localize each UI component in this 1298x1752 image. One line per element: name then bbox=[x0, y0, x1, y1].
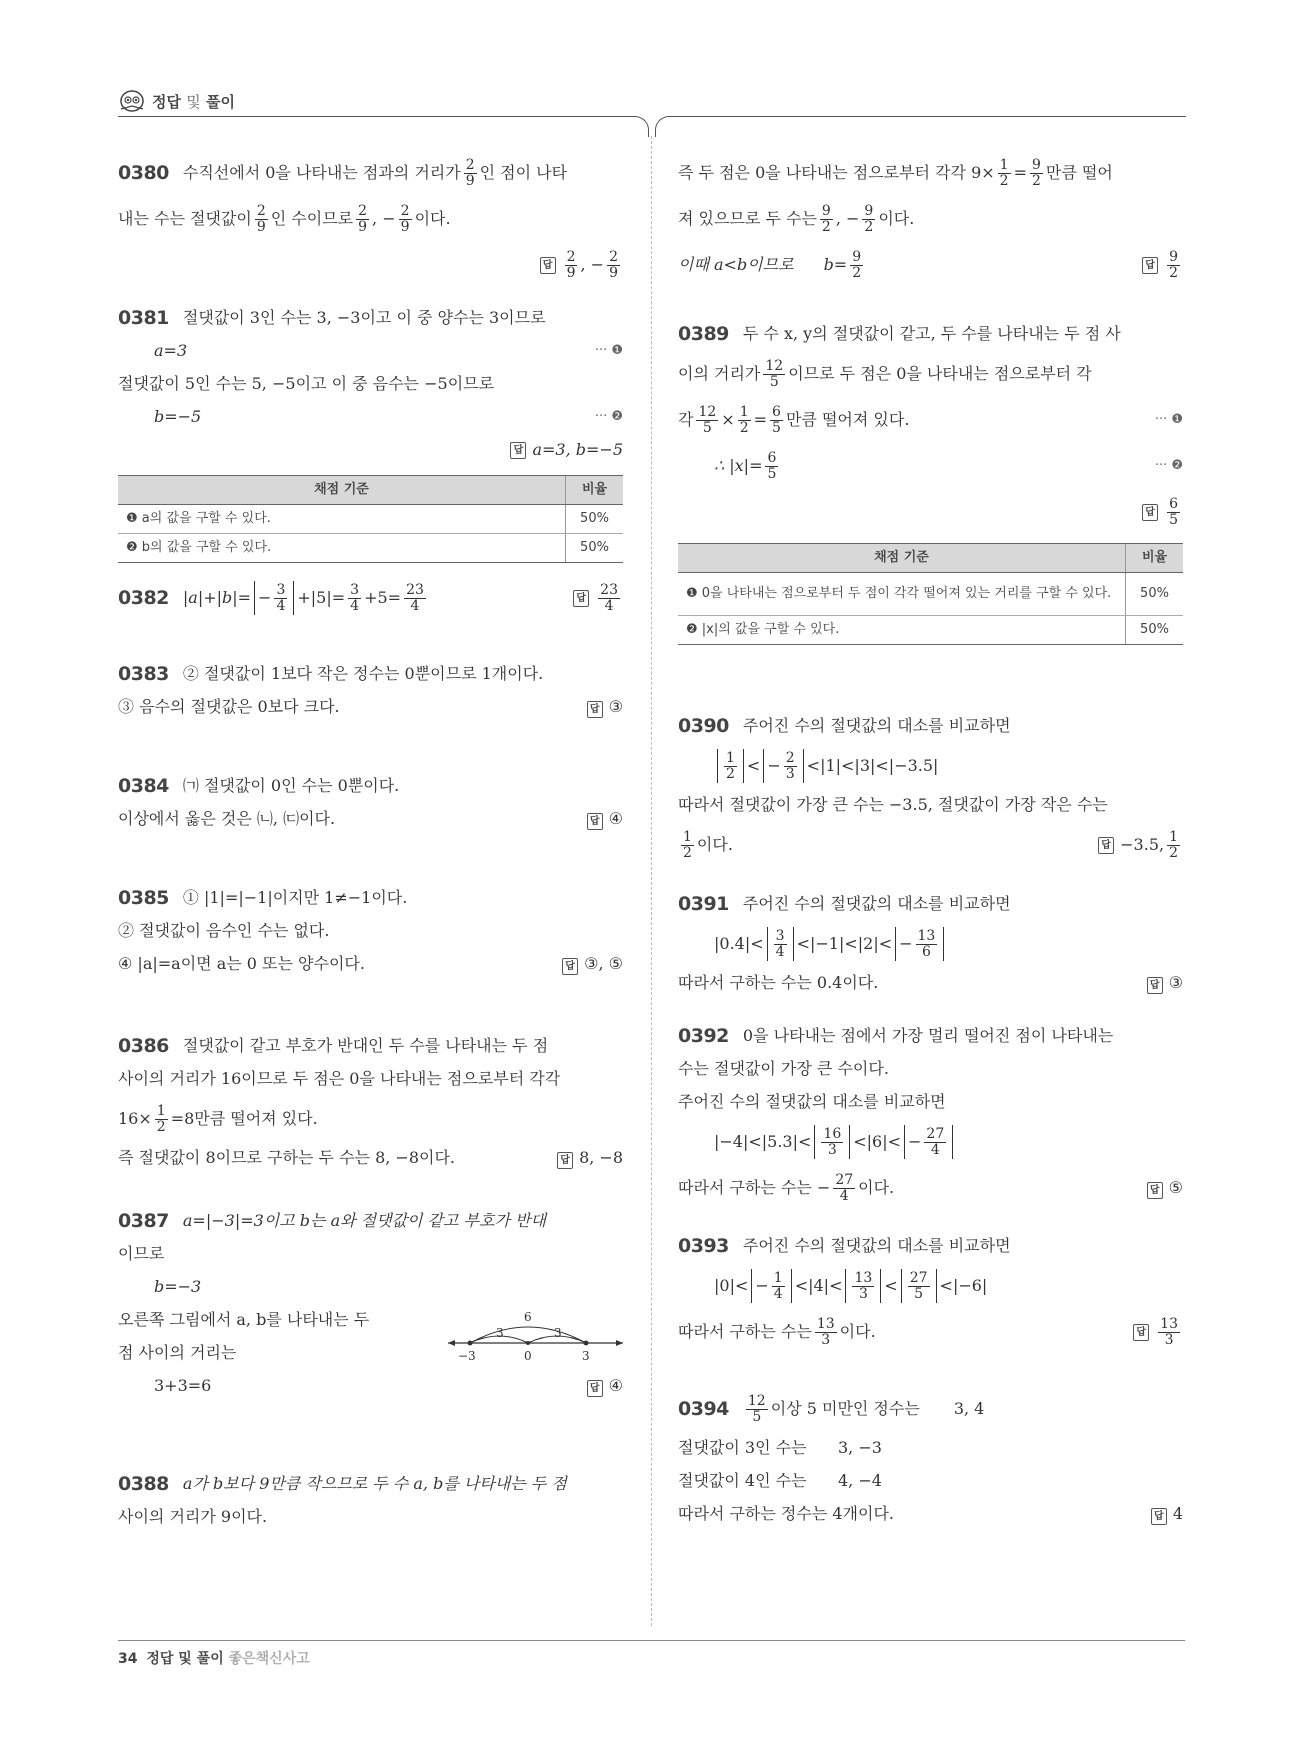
table-cell: ❶ 0을 나타내는 점으로부터 두 점이 각각 떨어져 있는 거리를 구할 수 있다. bbox=[678, 573, 1126, 616]
text: 각 bbox=[678, 409, 694, 429]
answer-badge-icon: 답 bbox=[1147, 977, 1163, 994]
watermark: 좋은책신사고 bbox=[228, 1651, 310, 1667]
answer bbox=[587, 697, 623, 718]
answer-badge-icon: 답 bbox=[1098, 837, 1114, 854]
problem-number: 0387 bbox=[118, 1210, 169, 1233]
answer-text: ③ bbox=[1168, 973, 1183, 992]
text: 따라서 구하는 수는 bbox=[678, 1321, 812, 1341]
text: − bbox=[908, 1131, 922, 1151]
text: +5= bbox=[364, 587, 402, 607]
problem-0381 bbox=[118, 302, 623, 563]
problem-0385 bbox=[118, 882, 623, 981]
text: 만큼 떨어져 있다. bbox=[785, 409, 910, 429]
text: a=|−3|=3이고 b는 a와 절댓값이 같고 부호가 반대 bbox=[182, 1211, 546, 1231]
text: 절댓값이 같고 부호가 반대인 두 수를 나타내는 두 점 bbox=[182, 1036, 549, 1056]
text: 즉 두 점은 0을 나타내는 점으로부터 각각 9× bbox=[678, 162, 995, 182]
problem-number: 0386 bbox=[118, 1035, 169, 1058]
table-cell: ❷ |x|의 값을 구할 수 있다. bbox=[678, 616, 1126, 645]
text: 주어진 수의 절댓값의 대소를 비교하면 bbox=[742, 894, 1011, 914]
absolute-value bbox=[254, 581, 294, 615]
problem-0384 bbox=[118, 770, 623, 836]
text: − bbox=[590, 254, 605, 274]
text: 이다. bbox=[414, 208, 451, 228]
answer bbox=[1151, 1504, 1183, 1525]
text: − bbox=[258, 587, 272, 607]
answer-badge-icon: 답 bbox=[510, 442, 526, 459]
text: < bbox=[746, 755, 761, 775]
fraction: $\frac{2}{9}$ bbox=[609, 248, 618, 281]
absolute-value bbox=[904, 1125, 953, 1159]
problem-0386 bbox=[118, 1030, 623, 1175]
tick-3: 3 bbox=[582, 1349, 590, 1363]
answer-text: ③, ⑤ bbox=[584, 954, 623, 973]
text: b=−5 bbox=[154, 407, 202, 427]
text: − bbox=[899, 933, 913, 953]
fraction: $\frac{2}{3}$ bbox=[785, 749, 795, 782]
problem-number: 0382 bbox=[118, 586, 169, 609]
right-column-frame bbox=[655, 116, 1186, 137]
table-header: 비율 bbox=[566, 476, 624, 505]
text: <|1|<|3|<|−3.5| bbox=[806, 755, 939, 775]
answer bbox=[1142, 250, 1183, 280]
answer bbox=[1133, 1317, 1183, 1347]
answer-badge-icon: 답 bbox=[562, 958, 578, 975]
problem-0387 bbox=[118, 1205, 623, 1403]
header-title: 정답 및 풀이 bbox=[152, 92, 235, 111]
fraction: $\frac{1}{2}$ bbox=[156, 1102, 166, 1135]
table-header: 채점 기준 bbox=[118, 476, 566, 505]
text: 따라서 구하는 정수는 4개이다. bbox=[678, 1504, 894, 1524]
table-cell: 50% bbox=[566, 505, 624, 534]
text: <|6|< bbox=[853, 1131, 902, 1151]
fraction: $\frac{13}{6}$ bbox=[917, 927, 936, 960]
fraction: $\frac{27}{5}$ bbox=[909, 1269, 928, 1302]
fraction: $\frac{6}{5}$ bbox=[772, 403, 781, 436]
fraction: $\frac{13}{3}$ bbox=[854, 1269, 873, 1302]
text: 이다. bbox=[839, 1321, 876, 1341]
answer bbox=[118, 242, 623, 288]
text: 수직선에서 0을 나타내는 점과의 거리가 bbox=[182, 162, 461, 182]
problem-0389 bbox=[678, 318, 1183, 645]
text: a가 b보다 9만큼 작으므로 두 수 a, b를 나타내는 두 점 bbox=[182, 1474, 567, 1494]
text: <|−6| bbox=[939, 1275, 988, 1295]
text: |−4|<|5.3|< bbox=[714, 1131, 812, 1151]
absolute-value bbox=[763, 749, 803, 783]
fraction: $\frac{27}{4}$ bbox=[835, 1171, 854, 1204]
text: a=3 bbox=[154, 341, 188, 361]
absolute-value bbox=[717, 749, 744, 783]
problem-number: 0380 bbox=[118, 161, 169, 184]
fraction: $\frac{12}{5}$ bbox=[747, 1392, 766, 1425]
text: 만큼 떨어 bbox=[1045, 162, 1113, 182]
text: − bbox=[755, 1275, 769, 1295]
answer-text: ③ bbox=[608, 697, 623, 716]
text: 이상 5 미만인 정수는 bbox=[770, 1398, 920, 1418]
owl-mascot-icon bbox=[118, 89, 146, 113]
problem-number: 0392 bbox=[678, 1025, 729, 1048]
answer bbox=[562, 954, 623, 975]
column-divider bbox=[651, 136, 652, 1626]
text: 이다. bbox=[878, 208, 915, 228]
grading-table bbox=[678, 543, 1183, 645]
fraction: $\frac{6}{5}$ bbox=[1169, 495, 1178, 528]
answer bbox=[1147, 973, 1183, 994]
text: 따라서 구하는 수는 0.4이다. bbox=[678, 973, 879, 993]
fraction: $\frac{6}{5}$ bbox=[767, 449, 777, 482]
label-top: 6 bbox=[524, 1310, 532, 1324]
text: 따라서 구하는 수는 − bbox=[678, 1177, 831, 1197]
fraction: $\frac{9}{2}$ bbox=[821, 202, 831, 235]
text: ㈀ 절댓값이 0인 수는 0뿐이다. bbox=[182, 776, 400, 796]
problem-0394 bbox=[678, 1386, 1183, 1531]
fraction: $\frac{3}{4}$ bbox=[276, 581, 286, 614]
text: 이때 a<b이므로 bbox=[678, 254, 794, 274]
text: 절댓값이 3인 수는 bbox=[678, 1438, 807, 1458]
fraction: $\frac{1}{2}$ bbox=[739, 403, 749, 436]
fraction: $\frac{23}{4}$ bbox=[406, 581, 424, 614]
text: 3+3=6 bbox=[154, 1376, 212, 1396]
text: 수는 절댓값이 가장 큰 수이다. bbox=[678, 1059, 889, 1079]
tick-neg3: −3 bbox=[458, 1349, 476, 1363]
step-marker: ··· ❷ bbox=[1154, 457, 1183, 473]
fraction: $\frac{13}{3}$ bbox=[816, 1315, 835, 1348]
text: 즉 절댓값이 8이므로 구하는 두 수는 8, −8이다. bbox=[118, 1148, 456, 1168]
text: ② 절댓값이 1보다 작은 정수는 0뿐이므로 1개이다. bbox=[182, 664, 544, 684]
text: 주어진 수의 절댓값의 대소를 비교하면 bbox=[742, 1236, 1011, 1256]
problem-0393 bbox=[678, 1230, 1183, 1355]
problem-number: 0390 bbox=[678, 715, 729, 738]
fraction: $\frac{2}{9}$ bbox=[465, 156, 475, 189]
text: =8만큼 떨어져 있다. bbox=[170, 1108, 318, 1128]
text: 져 있으므로 두 수는 bbox=[678, 208, 817, 228]
answer-badge-icon: 답 bbox=[587, 1380, 603, 1397]
page-number: 34 bbox=[118, 1651, 138, 1667]
fraction: $\frac{2}{9}$ bbox=[358, 202, 368, 235]
text: 3, −3 bbox=[838, 1438, 882, 1458]
text: = bbox=[753, 409, 768, 429]
text: 절댓값이 4인 수는 bbox=[678, 1471, 807, 1491]
answer bbox=[573, 583, 623, 613]
fraction: $\frac{9}{2}$ bbox=[852, 248, 862, 281]
text: 절댓값이 3인 수는 3, −3이고 이 중 양수는 3이므로 bbox=[182, 308, 546, 328]
problem-number: 0394 bbox=[678, 1397, 729, 1420]
step-marker: ··· ❷ bbox=[594, 409, 623, 425]
fraction: $\frac{27}{4}$ bbox=[926, 1125, 945, 1158]
step-marker: ··· ❶ bbox=[594, 343, 623, 359]
table-cell: ❶ a의 값을 구할 수 있다. bbox=[118, 505, 566, 534]
answer-badge-icon: 답 bbox=[1151, 1508, 1167, 1525]
answer bbox=[587, 1376, 623, 1397]
answer-text: ④ bbox=[608, 1376, 623, 1395]
text: 오른쪽 그림에서 a, b를 나타내는 두 bbox=[118, 1310, 370, 1330]
problem-number: 0388 bbox=[118, 1473, 169, 1496]
text: 이므로 두 점은 0을 나타내는 점으로부터 각 bbox=[788, 363, 1092, 383]
page-header bbox=[118, 86, 235, 116]
fraction: $\frac{1}{2}$ bbox=[999, 156, 1009, 189]
step-marker: ··· ❶ bbox=[1154, 411, 1183, 427]
problem-0391 bbox=[678, 888, 1183, 1000]
answer bbox=[587, 809, 623, 830]
problem-0392 bbox=[678, 1020, 1183, 1211]
fraction: $\frac{12}{5}$ bbox=[698, 403, 717, 436]
axis-arrow-left bbox=[448, 1340, 455, 1346]
text: 따라서 절댓값이 가장 큰 수는 −3.5, 절댓값이 가장 작은 수는 bbox=[678, 795, 1108, 815]
text: 이므로 bbox=[118, 1244, 165, 1264]
grading-table bbox=[118, 475, 623, 563]
text: 16× bbox=[118, 1108, 152, 1128]
problem-0388 bbox=[118, 1468, 623, 1534]
text: ④ |a|=a이면 a는 0 또는 양수이다. bbox=[118, 954, 365, 974]
answer bbox=[557, 1148, 623, 1169]
text: 이다. bbox=[858, 1177, 895, 1197]
answer-badge-icon: 답 bbox=[1133, 1324, 1149, 1341]
text: 사이의 거리가 9이다. bbox=[118, 1507, 268, 1527]
text: − bbox=[846, 208, 860, 228]
number-line-figure bbox=[448, 1307, 623, 1365]
fraction: $\frac{2}{9}$ bbox=[400, 202, 410, 235]
answer bbox=[678, 489, 1183, 535]
fraction: $\frac{1}{4}$ bbox=[773, 1269, 783, 1302]
text: +|5|= bbox=[297, 587, 346, 607]
absolute-value bbox=[814, 1125, 850, 1159]
tick-0: 0 bbox=[524, 1349, 532, 1363]
label-right-arc: 3 bbox=[554, 1326, 562, 1340]
absolute-value bbox=[767, 927, 794, 961]
problem-0388-continued bbox=[678, 150, 1183, 288]
answer-badge-icon: 답 bbox=[587, 813, 603, 830]
text: , bbox=[372, 208, 378, 228]
text: |0|< bbox=[714, 1275, 749, 1295]
problem-number: 0385 bbox=[118, 887, 169, 910]
answer-text: a=3, b=−5 bbox=[532, 440, 623, 460]
text: − bbox=[767, 755, 781, 775]
problem-number: 0384 bbox=[118, 775, 169, 798]
text: − bbox=[382, 208, 396, 228]
text: |a|+|b|= bbox=[182, 587, 252, 607]
text: 두 수 x, y의 절댓값이 같고, 두 수를 나타내는 두 점 사 bbox=[742, 324, 1121, 344]
table-cell: 50% bbox=[566, 534, 624, 563]
text: 사이의 거리가 16이므로 두 점은 0을 나타내는 점으로부터 각각 bbox=[118, 1069, 561, 1089]
problem-number: 0389 bbox=[678, 323, 729, 346]
text: 주어진 수의 절댓값의 대소를 비교하면 bbox=[678, 1092, 946, 1112]
text: <|−1|<|2|< bbox=[796, 933, 893, 953]
answer-badge-icon: 답 bbox=[587, 701, 603, 718]
text: ∴ |x|= bbox=[714, 455, 763, 475]
text: , bbox=[835, 208, 841, 228]
answer bbox=[1098, 830, 1183, 860]
fraction: $\frac{2}{9}$ bbox=[566, 248, 576, 281]
fraction: $\frac{9}{2}$ bbox=[1169, 248, 1178, 281]
text: 인 점이 나타 bbox=[479, 162, 568, 182]
text: × bbox=[721, 409, 735, 429]
absolute-value bbox=[895, 927, 944, 961]
text: 이의 거리가 bbox=[678, 363, 761, 383]
answer-badge-icon: 답 bbox=[573, 590, 589, 607]
answer-badge-icon: 답 bbox=[1147, 1182, 1163, 1199]
text: b= bbox=[823, 254, 848, 274]
answer bbox=[118, 434, 623, 467]
table-cell: 50% bbox=[1126, 573, 1184, 616]
fraction: $\frac{13}{3}$ bbox=[1160, 1315, 1178, 1348]
fraction: $\frac{2}{9}$ bbox=[256, 202, 266, 235]
absolute-value bbox=[901, 1269, 937, 1303]
answer-text: 8, −8 bbox=[579, 1148, 623, 1167]
table-header: 채점 기준 bbox=[678, 544, 1126, 573]
problem-0383 bbox=[118, 658, 623, 724]
problem-number: 0383 bbox=[118, 663, 169, 686]
footer-rule bbox=[118, 1640, 1185, 1641]
text: 이다. bbox=[696, 834, 733, 854]
text: 절댓값이 5인 수는 5, −5이고 이 중 음수는 −5이므로 bbox=[118, 374, 495, 394]
answer bbox=[1147, 1178, 1183, 1199]
text: , bbox=[580, 254, 586, 274]
fraction: $\frac{9}{2}$ bbox=[864, 202, 874, 235]
fraction: $\frac{1}{2}$ bbox=[726, 749, 735, 782]
fraction: $\frac{23}{4}$ bbox=[600, 581, 618, 614]
problem-number: 0381 bbox=[118, 307, 169, 330]
answer-badge-icon: 답 bbox=[1142, 504, 1158, 521]
text: b=−3 bbox=[154, 1277, 202, 1297]
text: 주어진 수의 절댓값의 대소를 비교하면 bbox=[742, 716, 1011, 736]
text: ③ 음수의 절댓값은 0보다 크다. bbox=[118, 697, 340, 717]
text: = bbox=[1013, 162, 1027, 182]
text: 4, −4 bbox=[838, 1471, 882, 1491]
answer-badge-icon: 답 bbox=[540, 257, 556, 274]
answer-text: −3.5, bbox=[1120, 834, 1165, 854]
text: 이상에서 옳은 것은 ㈁, ㈂이다. bbox=[118, 809, 336, 829]
problem-0382 bbox=[118, 575, 623, 621]
problem-0380 bbox=[118, 150, 623, 288]
answer-text: ④ bbox=[608, 809, 623, 828]
table-header: 비율 bbox=[1126, 544, 1184, 573]
text: 인 수이므로 bbox=[270, 208, 354, 228]
absolute-value bbox=[751, 1269, 791, 1303]
answer-badge-icon: 답 bbox=[1142, 257, 1158, 274]
fraction: $\frac{9}{2}$ bbox=[1032, 156, 1041, 189]
text: 내는 수는 절댓값이 bbox=[118, 208, 252, 228]
text: ① |1|=|−1|이지만 1≠−1이다. bbox=[182, 888, 408, 908]
answer-text: ⑤ bbox=[1168, 1177, 1183, 1197]
arc-top bbox=[470, 1327, 586, 1343]
left-column-frame bbox=[118, 116, 649, 137]
answer-badge-icon: 답 bbox=[557, 1152, 573, 1169]
text: <|4|< bbox=[794, 1275, 843, 1295]
text: 0을 나타내는 점에서 가장 멀리 떨어진 점이 나타내는 bbox=[742, 1026, 1114, 1046]
text: 점 사이의 거리는 bbox=[118, 1343, 237, 1363]
text: 3, 4 bbox=[953, 1398, 985, 1418]
answer-text: 4 bbox=[1172, 1504, 1183, 1523]
label-left-arc: 3 bbox=[496, 1326, 504, 1340]
text: |0.4|< bbox=[714, 933, 764, 953]
fraction: $\frac{3}{4}$ bbox=[350, 581, 360, 614]
problem-0390 bbox=[678, 710, 1183, 868]
axis-arrow-right bbox=[616, 1340, 623, 1346]
page-footer bbox=[118, 1648, 310, 1668]
problem-number: 0391 bbox=[678, 893, 729, 916]
text: < bbox=[884, 1275, 898, 1295]
fraction: $\frac{1}{2}$ bbox=[1169, 828, 1178, 861]
text: ② 절댓값이 음수인 수는 없다. bbox=[118, 921, 330, 941]
absolute-value bbox=[845, 1269, 881, 1303]
table-cell: ❷ b의 값을 구할 수 있다. bbox=[118, 534, 566, 563]
table-cell: 50% bbox=[1126, 616, 1184, 645]
fraction: $\frac{12}{5}$ bbox=[765, 357, 784, 390]
fraction: $\frac{16}{3}$ bbox=[823, 1125, 842, 1158]
footer-title: 정답 및 풀이 bbox=[146, 1651, 224, 1667]
fraction: $\frac{3}{4}$ bbox=[775, 927, 785, 960]
fraction: $\frac{1}{2}$ bbox=[683, 828, 692, 861]
problem-number: 0393 bbox=[678, 1235, 729, 1258]
